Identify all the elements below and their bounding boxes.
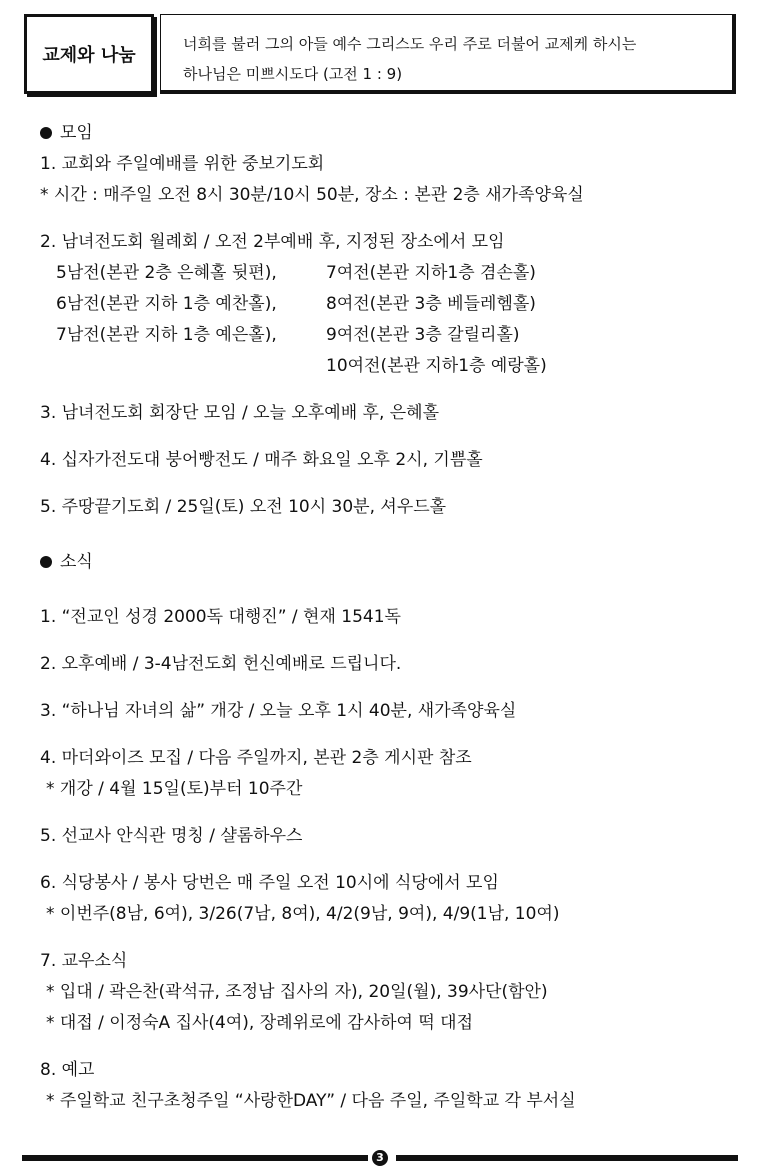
news-item-6: 6. 식당봉사 / 봉사 당번은 매 주일 오전 10시에 식당에서 모임	[40, 873, 499, 893]
meeting-item-2: 2. 남녀전도회 월례회 / 오전 2부예배 후, 지정된 장소에서 모임	[40, 232, 505, 252]
news-item-4-detail: * 개강 / 4월 15일(토)부터 10주간	[46, 779, 303, 799]
meeting-item-2-row	[40, 258, 740, 289]
news-item-7: 7. 교우소식	[40, 951, 128, 971]
bullet-icon	[40, 556, 52, 568]
news-item-2: 2. 오후예배 / 3-4남전도회 헌신예배로 드립니다.	[40, 654, 402, 674]
section-title	[24, 14, 154, 94]
page-footer	[22, 1150, 738, 1166]
meeting-location-left: 5남전(본관 2층 은혜홀 뒷편),	[56, 263, 277, 283]
meeting-location-right: 8여전(본관 3층 베들레헴홀)	[326, 294, 536, 314]
footer-rule	[396, 1155, 738, 1161]
news-heading	[40, 547, 740, 578]
news-item-4: 4. 마더와이즈 모집 / 다음 주일까지, 본관 2층 게시판 참조	[40, 748, 472, 768]
meeting-location-right: 10여전(본관 지하1층 예랑홀)	[326, 356, 547, 376]
section-title-text: 교제와 나눔	[42, 45, 136, 66]
meeting-item-2-row	[40, 351, 740, 382]
meeting-item-1-detail: * 시간 : 매주일 오전 8시 30분/10시 50분, 장소 : 본관 2층 새가족양육실	[40, 185, 584, 205]
meeting-item-5: 5. 주땅끝기도회 / 25일(토) 오전 10시 30분, 셔우드홀	[40, 497, 447, 517]
news-item-6-detail: * 이번주(8남, 6여), 3/26(7남, 8여), 4/2(9남, 9여), 4/9(1남, 10여)	[46, 904, 560, 924]
footer-rule	[22, 1155, 368, 1161]
news-item-8-detail: * 주일학교 친구초청주일 “사랑한DAY” / 다음 주일, 주일학교 각 부서실	[46, 1091, 576, 1111]
meetings-heading-text: 모임	[60, 123, 93, 143]
bullet-icon	[40, 127, 52, 139]
meeting-location-right: 9여전(본관 3층 갈릴리홀)	[326, 325, 520, 345]
meeting-item-2-row	[40, 320, 740, 351]
meeting-location-left: 7남전(본관 지하 1층 예은홀),	[56, 325, 277, 345]
news-item-1: 1. “전교인 성경 2000독 대행진” / 현재 1541독	[40, 607, 401, 627]
meeting-location-right: 7여전(본관 지하1층 겸손홀)	[326, 263, 536, 283]
news-item-7-detail: * 입대 / 곽은찬(곽석규, 조정남 집사의 자), 20일(월), 39사단(함안)	[46, 982, 548, 1002]
news-item-3: 3. “하나님 자녀의 삶” 개강 / 오늘 오후 1시 40분, 새가족양육실	[40, 701, 517, 721]
meetings-heading	[40, 118, 740, 149]
news-item-8: 8. 예고	[40, 1060, 95, 1080]
news-item-5: 5. 선교사 안식관 명칭 / 샬롬하우스	[40, 826, 303, 846]
verse-line-1: 너희를 불러 그의 아들 예수 그리스도 우리 주로 더불어 교제케 하시는	[183, 35, 637, 53]
meeting-item-4: 4. 십자가전도대 붕어빵전도 / 매주 화요일 오후 2시, 기쁨홀	[40, 450, 483, 470]
meeting-location-left: 6남전(본관 지하 1층 예찬홀),	[56, 294, 277, 314]
verse-line-2: 하나님은 미쁘시도다 (고전 1 : 9)	[183, 65, 403, 83]
news-item-7-detail: * 대접 / 이정숙A 집사(4여), 장례위로에 감사하여 떡 대접	[46, 1013, 474, 1033]
meeting-item-2-row	[40, 289, 740, 320]
bulletin-content	[40, 118, 740, 1117]
scripture-verse-box	[160, 14, 736, 94]
meeting-location-left	[40, 351, 326, 382]
meeting-item-1: 1. 교회와 주일예배를 위한 중보기도회	[40, 154, 325, 174]
page-number: 3	[372, 1150, 388, 1166]
meeting-item-3: 3. 남녀전도회 회장단 모임 / 오늘 오후예배 후, 은혜홀	[40, 403, 440, 423]
news-heading-text: 소식	[60, 552, 93, 572]
